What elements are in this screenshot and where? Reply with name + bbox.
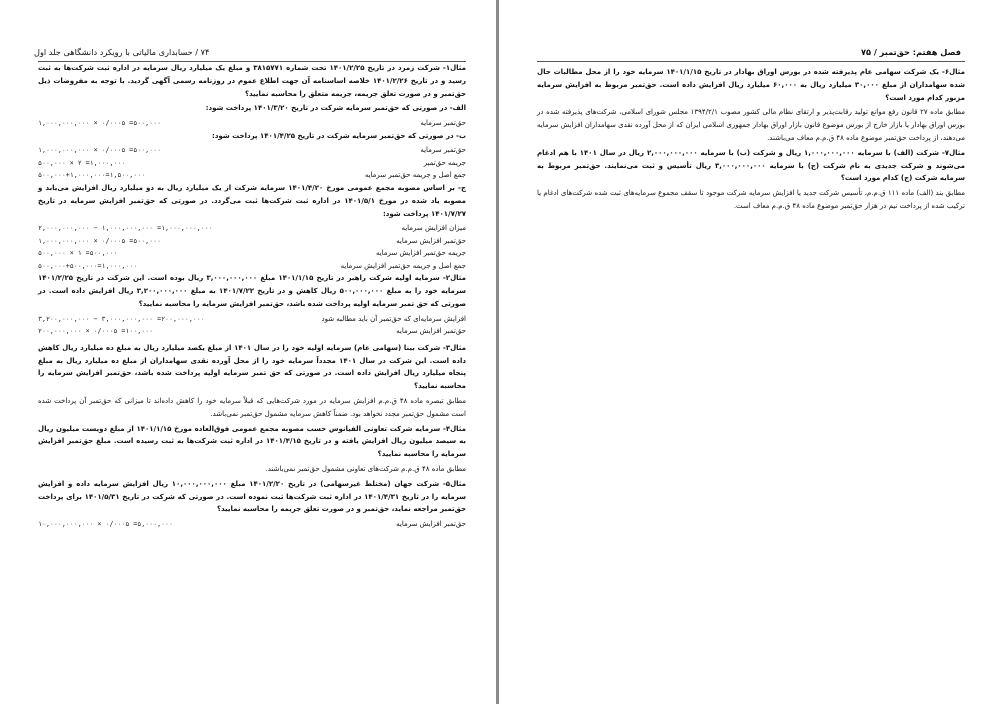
header-rule [537, 61, 965, 62]
calc-formula: ۵۰۰,۰۰۰ × ۱ =۵۰۰,۰۰۰ [38, 249, 118, 258]
page-header-right [533, 47, 961, 57]
calc-row [38, 518, 466, 531]
example-1: مثال۱- شرکت زمرد در تاریخ ۱۴۰۱/۲/۲۵ تحت شماره ۳۸۱۵۷۷۱ و مبلغ یک میلیارد ریال سرمایه در اداره ثبت شرکت‌ها به ثبت رسید و در تاریخ ۱۴۰۱/۲/۲۶ خلاصه اساسنامه آن جهت اطلاع عموم در روزنامه رسمی آگهی گردید. با توجه به مفروضات ذیل حق‌تمبر و در صورت تعلق جریمه، جریمه متعلق را محاسبه نمایید؟ [38, 64, 467, 98]
calc-label: حق‌تمبر افزایش سرمایه [396, 519, 466, 528]
calc-formula: ۵۰۰,۰۰۰+۵۰۰,۰۰۰=۱,۰۰۰,۰۰۰ [38, 261, 138, 270]
example-5: مثال۵- شرکت جهان (مختلط غیرسهامی) در تاریخ ۱۴۰۱/۲/۲۰ مبلغ ۱۰,۰۰۰,۰۰۰,۰۰۰ ریال افزایش سرمایه داده و افزایش سرمایه را در تاریخ ۱۴۰۱/۴/۳۱ در اداره ثبت شرکت‌ها ثبت نموده است. در صورتی که شرکت در تاریخ ۱۴۰۱/۵/۳۱ برای پرداخت حق‌تمبر مراجعه نماید، حق‌تمبر و در صورت تعلق جریمه را محاسبه نمایید؟ [38, 479, 466, 514]
left-page [0, 0, 496, 704]
example-2: مثال۲- سرمایه اولیه شرکت راهبر در تاریخ ۱۴۰۱/۱/۱۵ مبلغ ۳,۰۰۰,۰۰۰,۰۰۰ ریال بوده است. این شرکت در تاریخ ۱۴۰۱/۲/۲۵ سرمایه خود را به مبلغ ۵۰۰,۰۰۰,۰۰۰ ریال کاهش و در تاریخ ۱۴۰۱/۷/۲۲ به مبلغ ۳,۲۰۰,۰۰۰,۰۰۰ ریال افزایش داده است. در صورتی که حق تمبر سرمایه اولیه پرداخت شده باشد، حق‌تمبر افزایش سرمایه را محاسبه نمایید؟ [38, 274, 467, 308]
calc-row [38, 222, 466, 235]
calc-row [38, 313, 466, 326]
calc-label: جریمه حق‌تمبر [423, 158, 466, 167]
calc-formula: ۵۰۰,۰۰۰+۱,۰۰۰,۰۰۰=۱,۵۰۰,۰۰۰ [38, 171, 146, 180]
page-body-right [537, 66, 965, 215]
calc-formula: ۲,۰۰۰,۰۰۰,۰۰۰ − ۱,۰۰۰,۰۰۰,۰۰۰ =۱,۰۰۰,۰۰۰,۰۰۰ [38, 224, 213, 233]
calc-label: افزایش سرمایه‌ای که حق‌تمبر آن باید مطالبه شود [321, 314, 466, 323]
header-text: ۷۴ / حسابداری مالیاتی با رویکرد دانشگاهی جلد اول [34, 47, 210, 57]
calc-row [38, 325, 466, 338]
calc-block-ex2 [38, 313, 466, 338]
calc-label: جریمه حق‌تمبر افزایش سرمایه [375, 249, 466, 258]
calc-label: جمع اصل و جریمه حق‌تمبر سرمایه [364, 171, 466, 180]
header-text: فصل هفتم: حق‌تمبر / ۷۵ [860, 47, 961, 57]
calc-row [38, 235, 466, 248]
calc-row [38, 169, 466, 182]
case-alef: الف- در صورتی که حق‌تمبر سرمایه شرکت در تاریخ ۱۴۰۱/۳/۲۰ پرداخت شود: [205, 104, 466, 113]
calc-row [38, 260, 466, 273]
calc-block-alef [38, 117, 466, 130]
calc-label: حق‌تمبر افزایش سرمایه [396, 327, 466, 336]
calc-formula: ۵۰۰,۰۰۰ × ۲ =۱,۰۰۰,۰۰۰ [38, 158, 126, 167]
calc-block-ex5 [38, 518, 466, 531]
calc-block-jim [38, 222, 466, 272]
calc-formula: ۱,۰۰۰,۰۰۰,۰۰۰ × ۰/۰۰۰۵ =۵۰۰,۰۰۰ [38, 146, 162, 155]
example-7-note: مطابق بند (الف) ماده ۱۱۱ ق.م.م، تأسیس شرکت جدید یا افزایش سرمایه شرکت موجود تا سقف مجموع سرمایه‌های ثبت شده شرکت‌های ادغام یا ترکیب شده از پرداخت نیم در هزار حق‌تمبر موضوع ماده ۴۸ ق.م.م معاف است. [537, 189, 965, 210]
page-header-left [34, 47, 462, 57]
example-6: مثال۶- یک شرکت سهامی عام پذیرفته شده در بورس اوراق بهادار در تاریخ ۱۴۰۱/۱/۱۵ سرمایه خود را از محل مطالبات حال شده سهامداران از مبلغ ۳۰,۰۰۰ میلیارد ریال به ۶۰,۰۰۰ میلیارد ریال افزایش داده است. حق‌تمبر مربوط به افزایش سرمایه مزبور کدام مورد است؟ [537, 68, 965, 102]
calc-label: حق‌تمبر افزایش سرمایه [396, 236, 466, 245]
example-3-note: مطابق تبصره ماده ۴۸ ق.م.م افزایش سرمایه در مورد شرکت‌هایی که قبلاً سرمایه خود را کاهش داده‌اند تا میزانی که حق‌تمبر آن پرداخت شده است مشمول حق‌تمبر مجدد نخواهد بود. ضمناً کاهش سرمایه مشمول حق‌تمبر نمی‌باشد. [38, 396, 466, 418]
example-4-note: مطابق ماده ۴۸ ق.م.م شرکت‌های تعاونی مشمول حق‌تمبر نمی‌باشند. [265, 464, 466, 473]
example-4: مثال۴- سرمایه شرکت تعاونی الفیانوس حسب مصوبه مجمع عمومی فوق‌العاده مورخ ۱۴۰۱/۱/۱۵ از مبلغ دویست میلیون ریال به سیصد میلیون ریال افزایش یافته و در تاریخ ۱۴۰۱/۴/۱۵ در اداره ثبت شرکت‌ها به ثبت رسیده است. مبلغ حق‌تمبر افزایش سرمایه را محاسبه نمایید؟ [38, 424, 466, 459]
calc-row [38, 157, 466, 170]
calc-formula: ۱۰,۰۰۰,۰۰۰,۰۰۰ × ۰/۰۰۰۵ =۵,۰۰۰,۰۰۰ [38, 519, 173, 528]
calc-label: حق‌تمبر سرمایه [420, 119, 466, 128]
example-6-note: مطابق ماده ۲۷ قانون رفع موانع تولید رقابت‌پذیر و ارتقای نظام مالی کشور مصوب ۱۳۹۴/۲/۱ مجلس شورای اسلامی، شرکت‌های پذیرفته شده در بورس اوراق بهادار یا بازار خارج از بورس موضوع قانون بازار اوراق بهادار جمهوری اسلامی ایران که از محل آورده نقدی سهامداران افزایش سرمایه می‌دهند، از پرداخت حق‌تمبر موضوع ماده ۴۸ ق.م.م معاف می‌باشند. [537, 108, 965, 142]
page-body-left [38, 62, 466, 531]
calc-row [38, 247, 466, 260]
calc-row [38, 117, 466, 130]
calc-row [38, 144, 466, 157]
calc-label: حق‌تمبر سرمایه [420, 146, 466, 155]
calc-label: میزان افزایش سرمایه [401, 224, 466, 233]
calc-formula: ۲۰۰,۰۰۰,۰۰۰ × ۰/۰۰۰۵ =۱۰۰,۰۰۰ [38, 327, 154, 336]
calc-block-be [38, 144, 466, 182]
calc-formula: ۱,۰۰۰,۰۰۰,۰۰۰ × ۰/۰۰۰۵ =۵۰۰,۰۰۰ [38, 119, 162, 128]
case-jim: ج- بر اساس مصوبه مجمع عمومی مورخ ۱۴۰۱/۴/۲۰ سرمایه شرکت از یک میلیارد ریال به دو میلیارد ریال افزایش می‌یابد و مصوبه یاد شده در مورخ ۱۴۰۱/۵/۱ در اداره ثبت شرکت‌ها ثبت می‌گردد. در صورتی که حق‌تمبر افزایش سرمایه در تاریخ ۱۴۰۱/۷/۲۷ پرداخت شود: [38, 183, 466, 218]
example-3: مثال۳- شرکت بینا (سهامی عام) سرمایه اولیه خود را در سال ۱۴۰۱ از مبلغ یکصد میلیارد ریال به مبلغ ده میلیارد ریال کاهش داده است. این شرکت در سال ۱۴۰۱ مجدداً سرمایه خود را از محل آورده نقدی سهامداران از مبلغ ده میلیارد ریال به مبلغ پنجاه میلیارد ریال افزایش داده است. در صورتی که حق تمبر سرمایه اولیه پرداخت شده باشد، حق‌تمبر افزایش سرمایه را محاسبه نمایید؟ [38, 343, 466, 391]
example-7: مثال۷- شرکت (الف) با سرمایه ۱,۰۰۰,۰۰۰,۰۰۰ ریال و شرکت (ب) با سرمایه ۲,۰۰۰,۰۰۰,۰۰۰ ریال در سال ۱۴۰۱ با هم ادغام می‌شوند و شرکت جدیدی به نام شرکت (ج) با سرمایه ۳,۰۰۰,۰۰۰,۰۰۰ ریال تأسیس و ثبت می‌نمایند. حق‌تمبر مربوط به سرمایه شرکت (ج) کدام مورد است؟ [537, 148, 965, 183]
calc-formula: ۱,۰۰۰,۰۰۰,۰۰۰ × ۰/۰۰۰۵ =۵۰۰,۰۰۰ [38, 236, 162, 245]
right-page [499, 0, 995, 704]
calc-formula: ۳,۲۰۰,۰۰۰,۰۰۰ − ۳,۰۰۰,۰۰۰,۰۰۰ =۲۰۰,۰۰۰,۰۰۰ [38, 314, 205, 323]
calc-label: جمع اصل و جریمه حق‌تمبر افزایش سرمایه [340, 261, 466, 270]
case-be: ب- در صورتی که حق‌تمبر سرمایه شرکت در تاریخ ۱۴۰۱/۴/۲۵ پرداخت شود: [212, 131, 466, 140]
